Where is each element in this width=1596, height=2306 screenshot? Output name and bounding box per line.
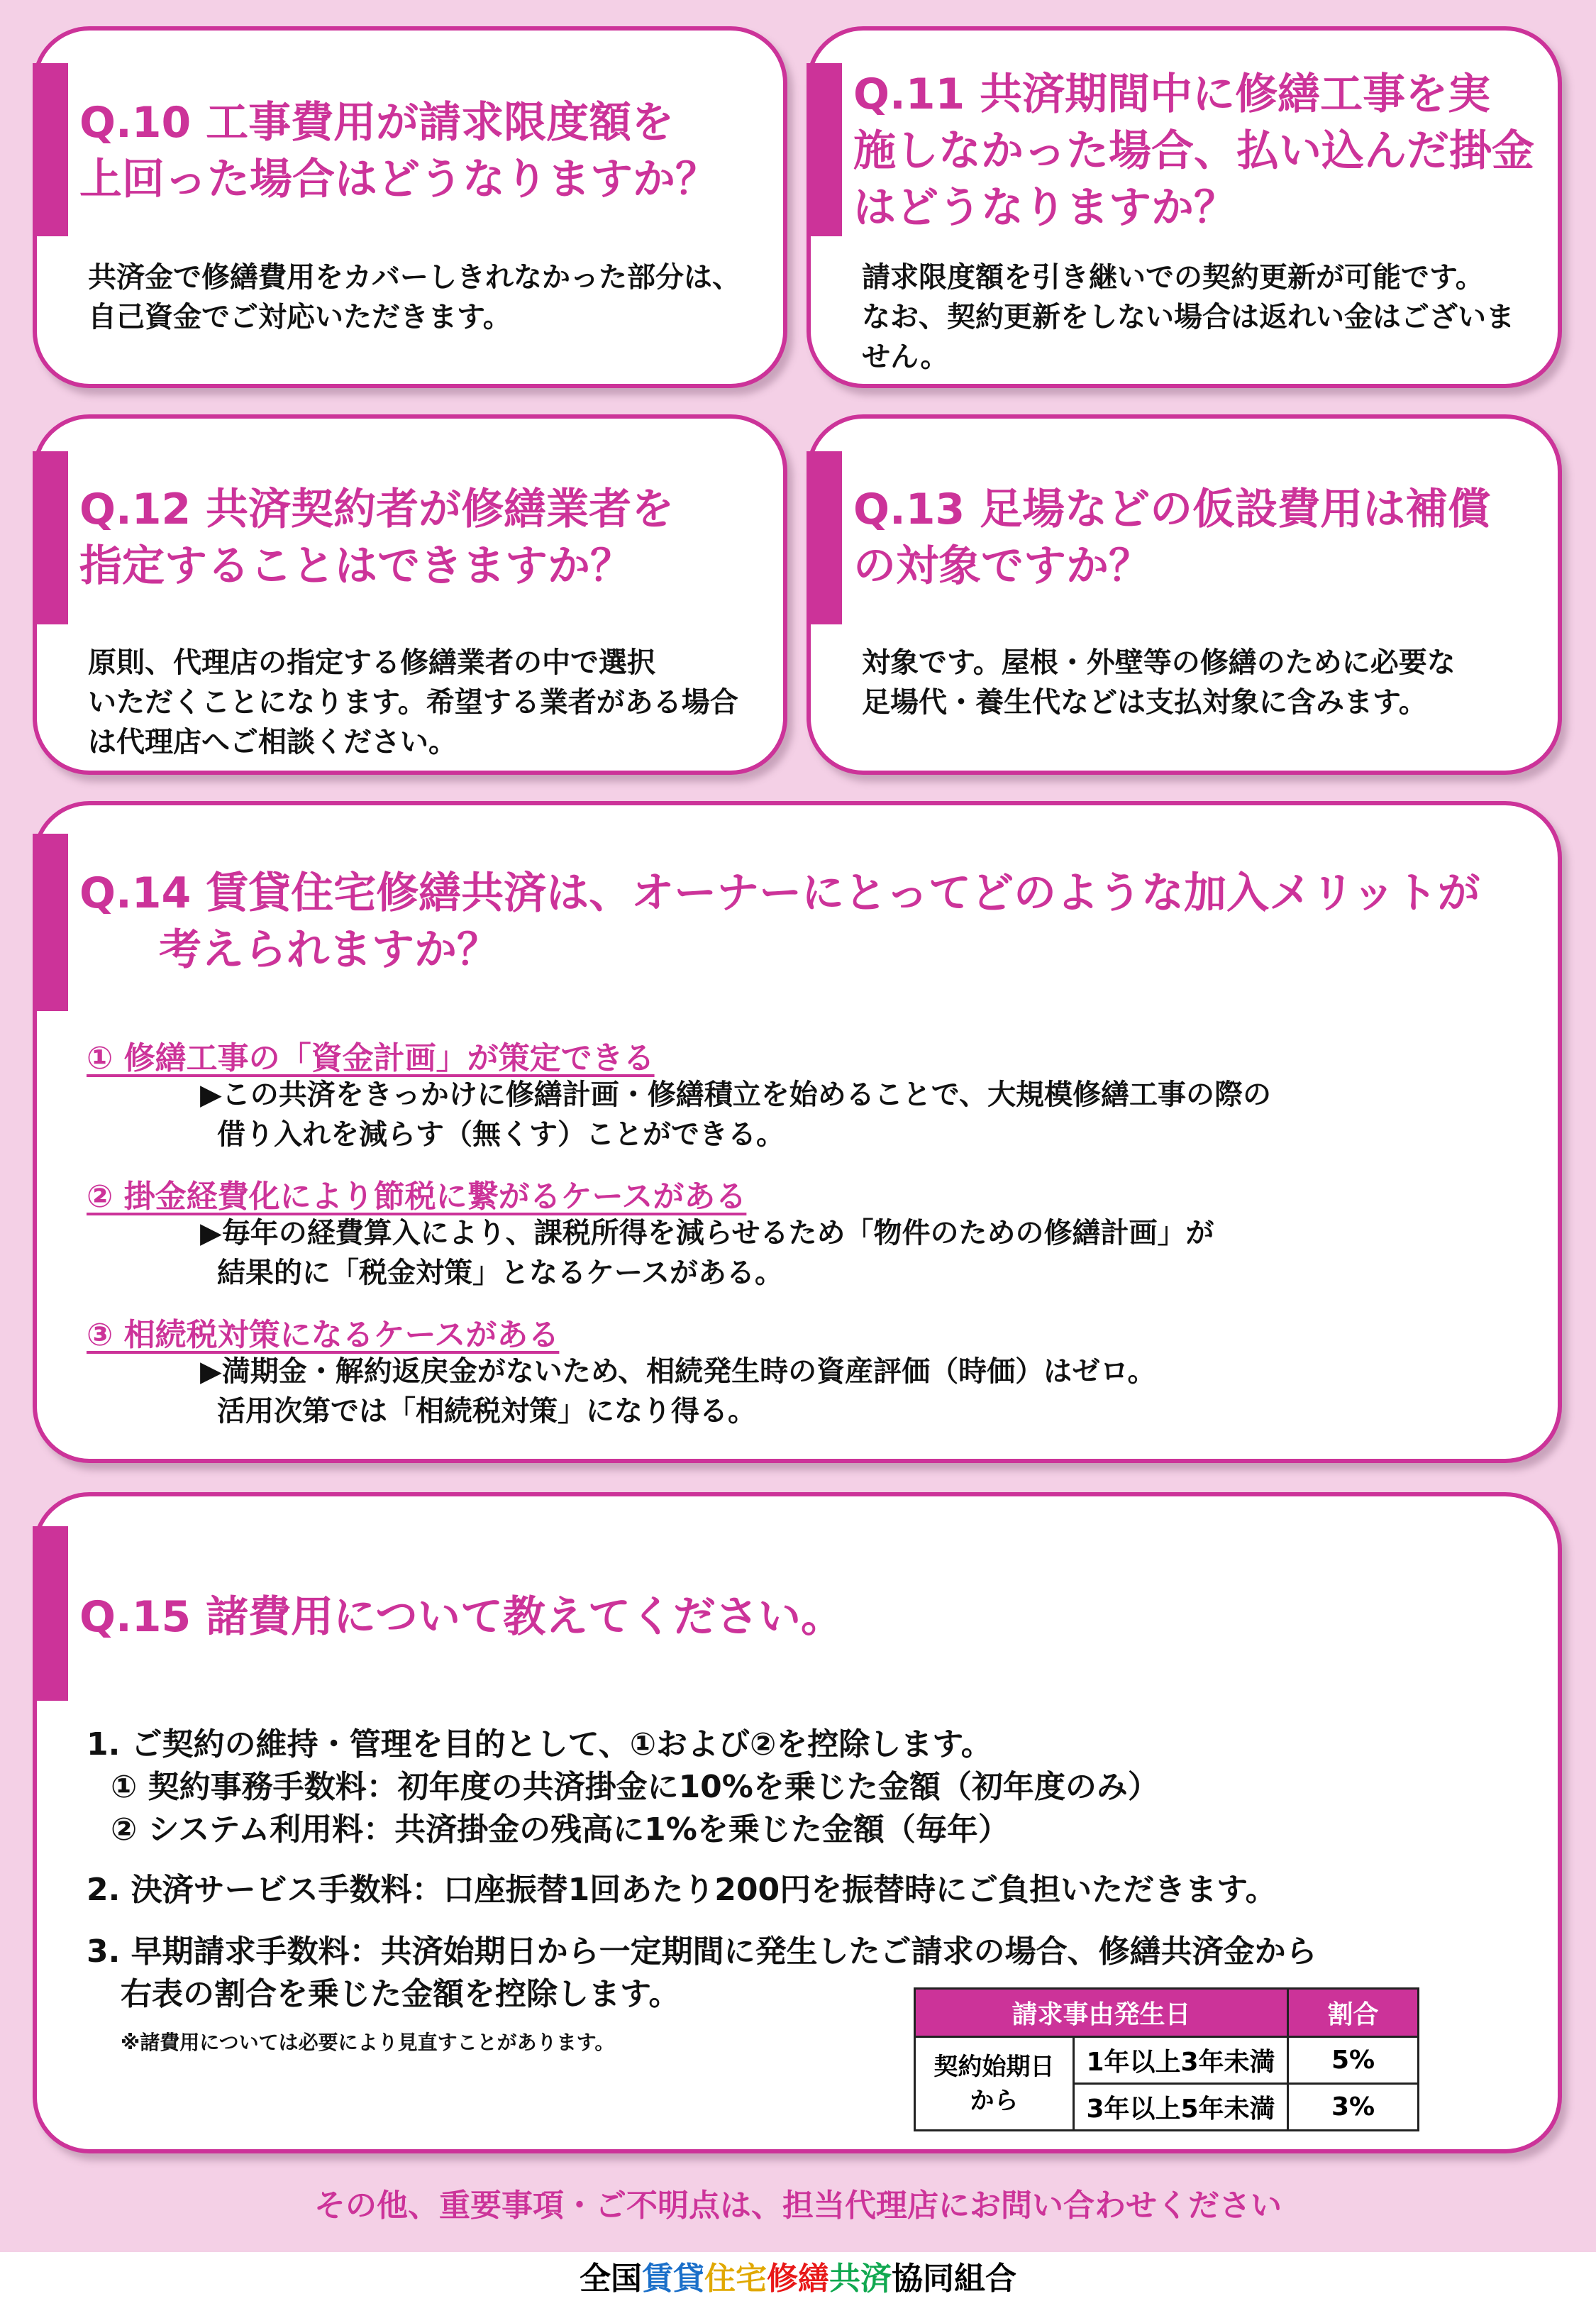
question-title: Q.13 足場などの仮設費用は補償 の対象ですか？	[853, 485, 1491, 591]
faq-card-q14	[33, 801, 1562, 1463]
contact-notice: その他、重要事項・ご不明点は、担当代理店にお問い合わせください	[314, 2188, 1282, 2224]
fee-item: 右表の割合を乗じた金額を控除します。	[121, 1976, 680, 2012]
question-title: Q.15 諸費用について教えてください。	[79, 1592, 843, 1642]
table-row: 3年以上5年未満 3%	[915, 2084, 1419, 2131]
faq-card-q13	[807, 414, 1562, 775]
merit-detail: ▶この共済をきっかけに修繕計画・修繕積立を始めることで、大規模修繕工事の際の 借り入れを減らす（無くす）ことができる。	[200, 1078, 1271, 1151]
row-label: 契約始期日 から	[915, 2037, 1074, 2131]
accent-bar	[33, 1526, 68, 1701]
fee-item: 2. 決済サービス手数料：口座振替1回あたり200円を振替時にご負担いただきます。	[87, 1872, 1277, 1908]
merit-heading: ① 修繕工事の「資金計画」が策定できる	[87, 1040, 655, 1076]
accent-bar	[807, 63, 842, 236]
table-header: 請求事由発生日	[915, 1989, 1288, 2037]
merit-heading: ③ 相続税対策になるケースがある	[87, 1317, 560, 1353]
answer-text: 原則、代理店の指定する修繕業者の中で選択 いただくことになります。希望する業者がある場合 は代理店へご相談ください。	[88, 646, 738, 758]
answer-text: 請求限度額を引き継いでの契約更新が可能です。 なお、契約更新をしない場合は返れい金はございま せん。	[862, 261, 1514, 373]
merit-detail: ▶満期金・解約返戻金がないため、相続発生時の資産評価（時価）はゼロ。 活用次第では「相続税対策」になり得る。	[200, 1355, 1156, 1428]
question-title: Q.11 共済期間中に修繕工事を実 施しなかった場合、払い込んだ掛金 はどうなりますか？	[853, 70, 1534, 233]
early-claim-fee-table	[914, 1987, 1419, 2131]
accent-bar	[33, 63, 68, 236]
fee-note: ※諸費用については必要により見直すことがあります。	[121, 2031, 615, 2054]
faq-card-q12	[33, 414, 787, 775]
merit-heading: ② 掛金経費化により節税に繋がるケースがある	[87, 1179, 747, 1215]
question-title: Q.14 賃貸住宅修繕共済は、オーナーにとってどのような加入メリットが 考えられますか？	[79, 868, 1480, 975]
merit-detail: ▶毎年の経費算入により、課税所得を減らせるため「物件のための修繕計画」が 結果的に「税金対策」となるケースがある。	[200, 1217, 1214, 1289]
answer-text: 対象です。屋根・外壁等の修繕のために必要な 足場代・養生代などは支払対象に含みます。	[862, 646, 1456, 719]
question-title: Q.10 工事費用が請求限度額を 上回った場合はどうなりますか？	[79, 98, 718, 204]
accent-bar	[33, 451, 68, 624]
table-header: 割合	[1288, 1989, 1419, 2037]
accent-bar	[807, 451, 842, 624]
fee-item: 1. ご契約の維持・管理を目的として、①および②を控除します。	[87, 1726, 992, 1762]
answer-text: 共済金で修繕費用をカバーしきれなかった部分は、 自己資金でご対応いただきます。	[88, 261, 741, 333]
fee-item: 3. 早期請求手数料：共済始期日から一定期間に発生したご請求の場合、修繕共済金から	[87, 1933, 1317, 1970]
faq-card-q15	[33, 1492, 1562, 2153]
faq-card-q11	[807, 26, 1562, 388]
table-row: 契約始期日 から 1年以上3年未満 5%	[915, 2037, 1419, 2084]
organization-logo: 全国賃貸住宅修繕共済協同組合	[0, 2252, 1596, 2306]
question-title: Q.12 共済契約者が修繕業者を 指定することはできますか？	[79, 485, 675, 591]
faq-card-q10	[33, 26, 787, 388]
fee-item: ② システム利用料：共済掛金の残高に1%を乗じた金額（毎年）	[111, 1811, 1009, 1848]
accent-bar	[33, 834, 68, 1011]
fee-item: ① 契約事務手数料：初年度の共済掛金に10%を乗じた金額（初年度のみ）	[111, 1769, 1159, 1805]
